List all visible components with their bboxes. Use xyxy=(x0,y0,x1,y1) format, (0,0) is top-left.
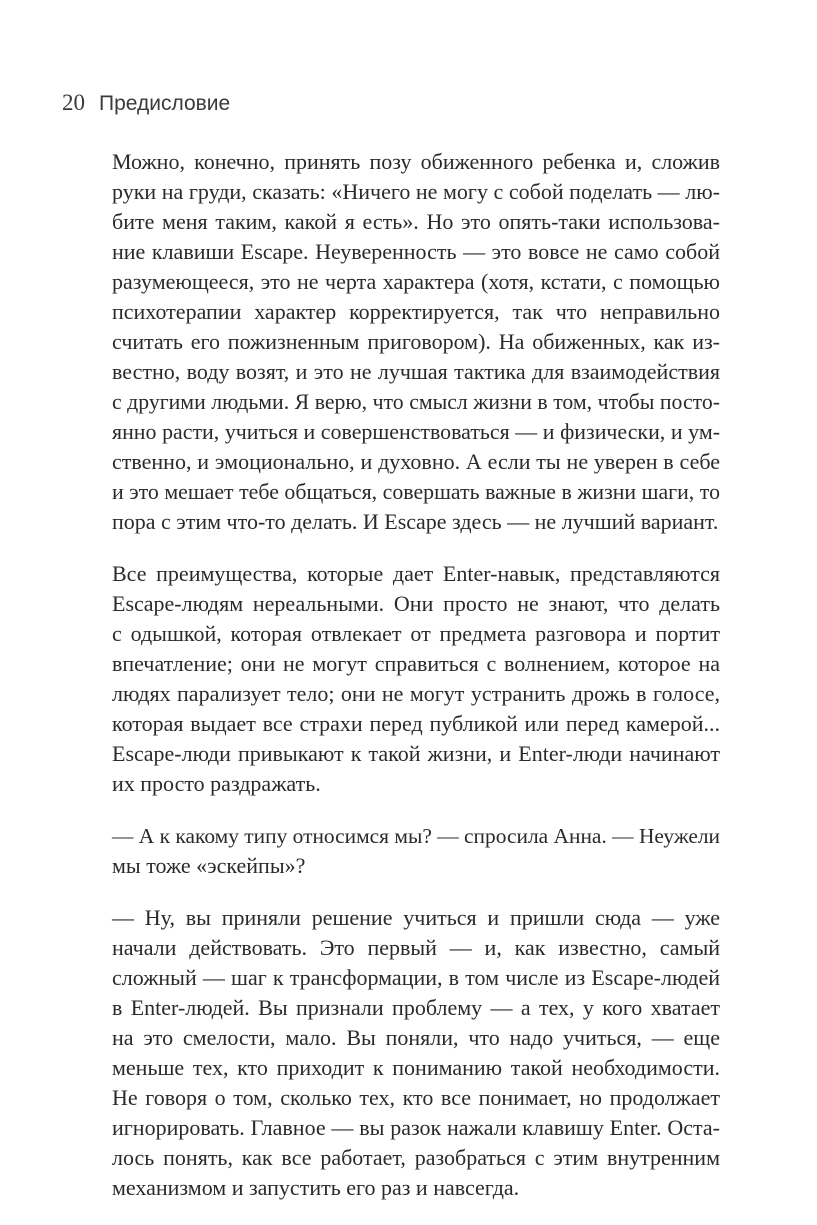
text-line: Можно, конечно, принять позу обиженного ребенка и, сложив xyxy=(112,149,720,174)
text-line: их просто раздражать. xyxy=(112,771,321,796)
text-line: на это смелости, мало. Вы поняли, что надо учиться, — еще xyxy=(112,1025,720,1050)
text-line: разумеющееся, это не черта характера (хотя, кстати, с помощью xyxy=(112,269,720,294)
text-line: Все преимущества, которые дает Enter-навык, представляются xyxy=(112,561,720,586)
paragraph xyxy=(112,821,720,881)
text-line: игнорировать. Главное — вы разок нажали клавишу Enter. Оста- xyxy=(112,1115,720,1140)
text-line: ственно, и эмоционально, и духовно. А если ты не уверен в себе xyxy=(112,449,720,474)
text-line: вестно, воду возят, и это не лучшая тактика для взаимодействия xyxy=(112,359,720,384)
text-line: руки на груди, сказать: «Ничего не могу с собой поделать — лю- xyxy=(112,179,720,204)
text-line: янно расти, учиться и совершенствоваться — и физически, и ум- xyxy=(112,419,720,444)
section-title: Предисловие xyxy=(99,92,231,115)
text-line: впечатление; они не могут справиться с волнением, которое на xyxy=(112,651,720,676)
text-line: Не говоря о том, сколько тех, кто все понимает, но продолжает xyxy=(112,1085,720,1110)
page-number: 20 xyxy=(62,90,85,115)
text-line: ние клавиши Escape. Неуверенность — это вовсе не само собой xyxy=(112,239,720,264)
text-line: с одышкой, которая отвлекает от предмета разговора и портит xyxy=(112,621,720,646)
text-line: механизмом и запустить его раз и навсегда. xyxy=(112,1175,520,1200)
text-line: мы тоже «эскейпы»? xyxy=(112,853,306,878)
running-header xyxy=(62,90,230,116)
text-line: Escape-людям нереальными. Они просто не знают, что делать xyxy=(112,591,720,616)
text-line: и это мешает тебе общаться, совершать важные в жизни шаги, то xyxy=(112,480,720,504)
paragraph xyxy=(112,903,720,1203)
text-line: сложный — шаг к трансформации, в том числе из Escape-людей xyxy=(112,965,720,990)
page-body xyxy=(112,147,720,1225)
text-line: с другими людьми. Я верю, что смысл жизни в том, чтобы посто- xyxy=(112,390,720,414)
text-line: начали действовать. Это первый — и, как известно, самый xyxy=(112,935,720,960)
text-line: — Ну, вы приняли решение учиться и пришли сюда — уже xyxy=(112,905,720,930)
text-line: в Enter-людей. Вы признали проблему — а тех, у кого хватает xyxy=(112,995,720,1020)
text-line: пора с этим что-то делать. И Escape здесь — не лучший вариант. xyxy=(112,509,719,534)
paragraph xyxy=(112,559,720,799)
text-line: лось понять, как все работает, разобраться с этим внутренним xyxy=(112,1145,720,1170)
text-line: психотерапии характер корректируется, так что неправильно xyxy=(112,299,720,324)
text-line: бите меня таким, какой я есть». Но это опять-таки использова- xyxy=(112,209,720,234)
text-line: Escape-люди привыкают к такой жизни, и Enter-люди начинают xyxy=(112,741,720,766)
text-line: меньше тех, кто приходит к пониманию такой необходимости. xyxy=(112,1055,720,1080)
text-line: — А к какому типу относимся мы? — спросила Анна. — Неужели xyxy=(112,824,720,848)
text-line: которая выдает все страхи перед публикой или перед камерой... xyxy=(112,711,720,736)
text-line: считать его пожизненным приговором). На обиженных, как из- xyxy=(112,329,720,354)
text-line: людях парализует тело; они не могут устранить дрожь в голосе, xyxy=(112,681,720,706)
paragraph xyxy=(112,147,720,537)
